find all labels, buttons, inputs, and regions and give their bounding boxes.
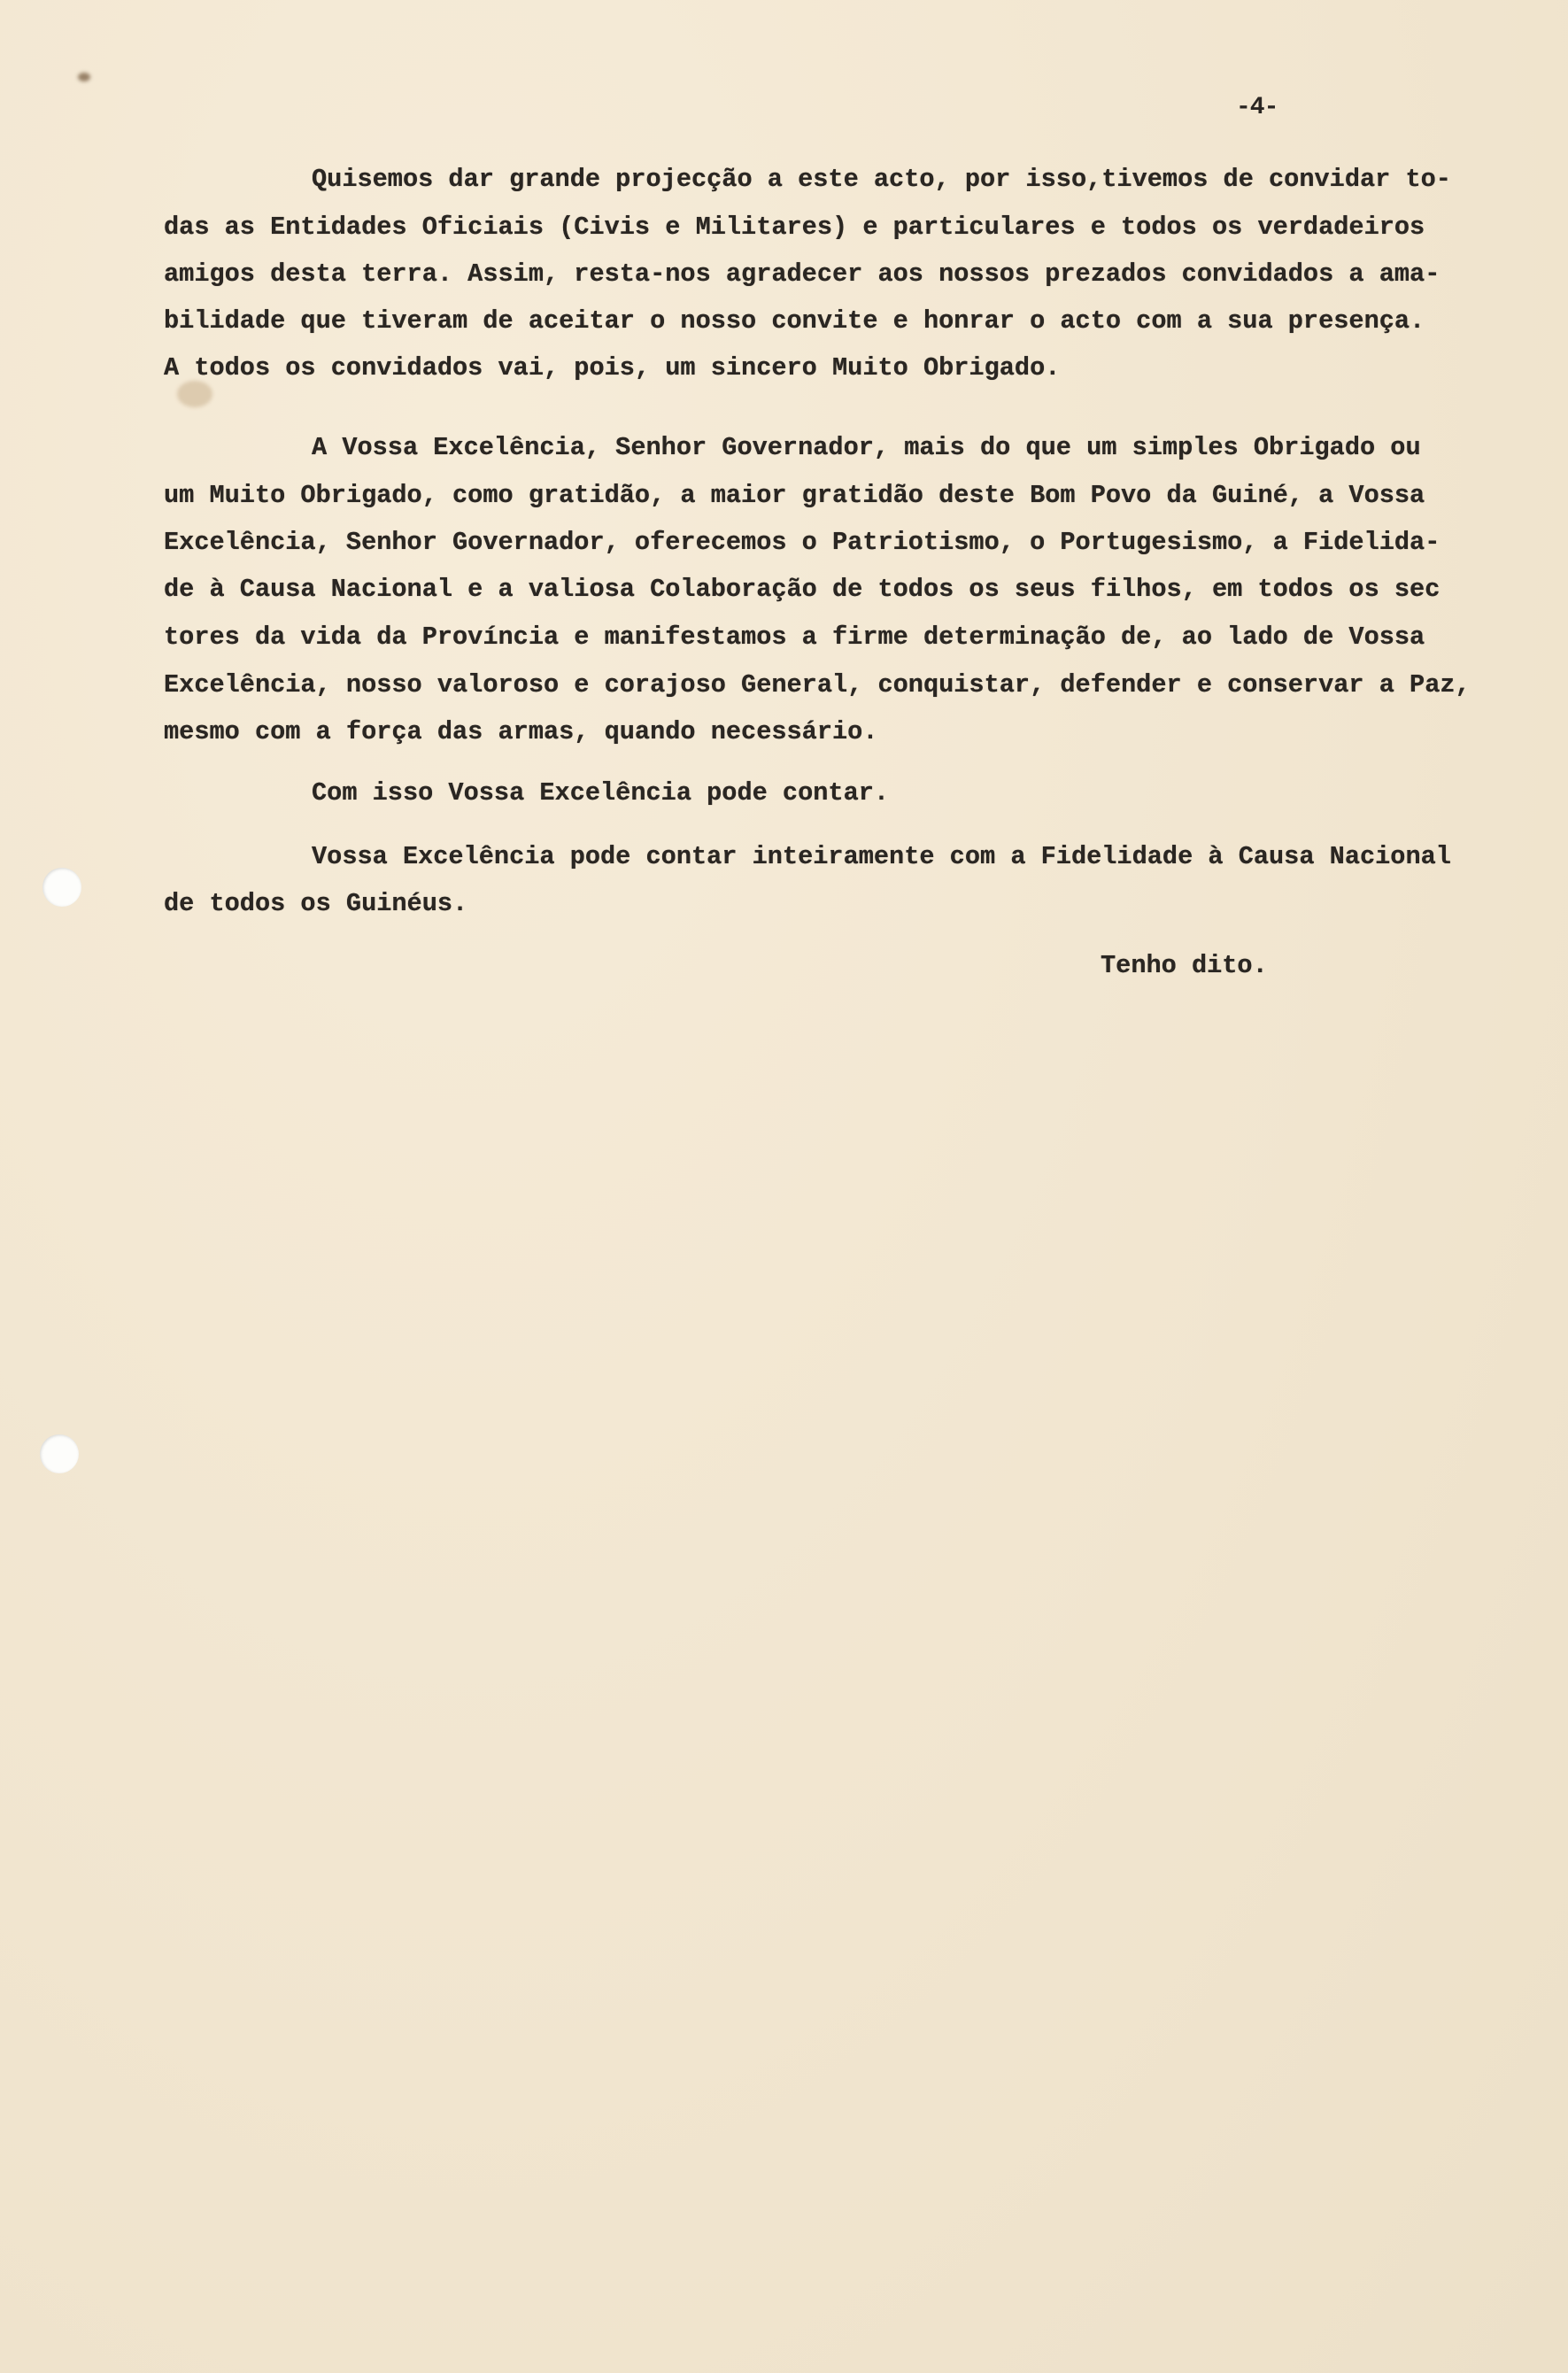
text-line: A todos os convidados vai, pois, um sincero Muito Obrigado. xyxy=(164,353,1061,383)
closing-text: Tenho dito. xyxy=(1101,951,1268,980)
ink-stain xyxy=(78,73,90,81)
text-line: bilidade que tiveram de aceitar o nosso convite e honrar o acto com a sua presença. xyxy=(164,306,1425,336)
text-line: Excelência, Senhor Governador, oferecemos o Patriotismo, o Portugesismo, a Fidelida- xyxy=(164,528,1441,557)
text-line: Vossa Excelência pode contar inteiramente com a Fidelidade à Causa Nacional xyxy=(312,842,1451,871)
punch-hole xyxy=(42,868,81,907)
text-line: tores da vida da Província e manifestamos a firme determinação de, ao lado de Vossa xyxy=(164,622,1425,652)
punch-hole xyxy=(40,1434,79,1473)
text-line: A Vossa Excelência, Senhor Governador, mais do que um simples Obrigado ou xyxy=(312,433,1421,462)
text-line: das as Entidades Oficiais (Civis e Militares) e particulares e todos os verdadeiros xyxy=(164,213,1425,242)
text-line: mesmo com a força das armas, quando necessário. xyxy=(164,717,878,746)
page-number: -4- xyxy=(1236,94,1278,121)
paper-stain xyxy=(177,381,212,407)
text-line: amigos desta terra. Assim, resta-nos agradecer aos nossos prezados convidados a ama- xyxy=(164,259,1441,289)
text-line: Excelência, nosso valoroso e corajoso General, conquistar, defender e conservar a Paz, xyxy=(164,670,1471,700)
text-line: Quisemos dar grande projecção a este acto, por isso,tivemos de convidar to- xyxy=(312,165,1451,194)
text-line: de à Causa Nacional e a valiosa Colaboração de todos os seus filhos, em todos os sec xyxy=(164,575,1441,604)
text-line: Com isso Vossa Excelência pode contar. xyxy=(312,778,890,808)
text-line: um Muito Obrigado, como gratidão, a maior gratidão deste Bom Povo da Guiné, a Vossa xyxy=(164,481,1425,510)
text-line: de todos os Guinéus. xyxy=(164,889,468,918)
